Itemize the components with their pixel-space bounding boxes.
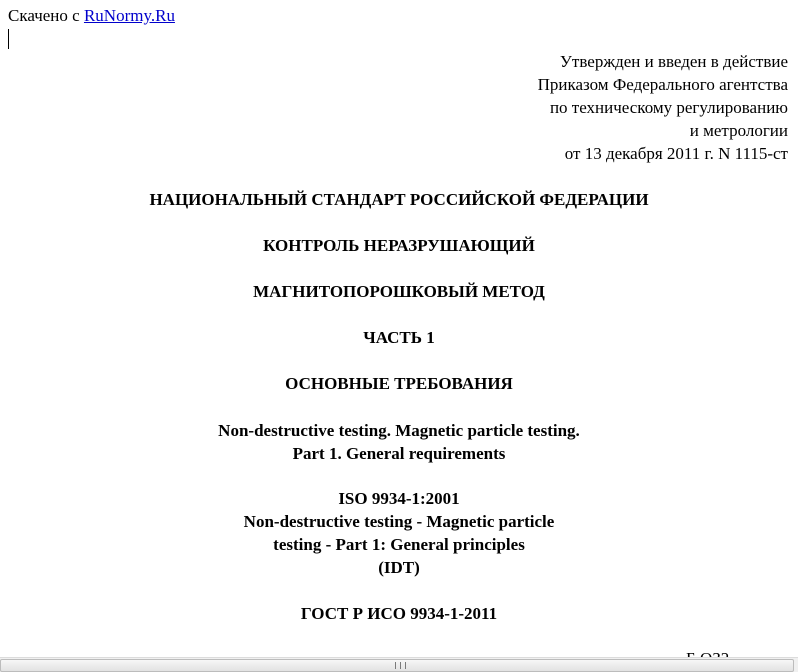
part-heading [0, 326, 798, 349]
approval-line: Приказом Федерального агентства [537, 75, 788, 94]
heading-text: ЧАСТЬ 1 [363, 328, 435, 347]
approval-line: Утвержден и введен в действие [559, 52, 788, 71]
approval-line: по техническому регулированию [549, 98, 788, 117]
gost-number [0, 602, 798, 625]
national-standard-heading [0, 188, 798, 211]
iso-line: ISO 9934-1:2001 [338, 489, 460, 508]
heading-text: НАЦИОНАЛЬНЫЙ СТАНДАРТ РОССИЙСКОЙ ФЕДЕРАЦИИ [149, 190, 649, 209]
requirements-heading [0, 372, 798, 395]
heading-text: КОНТРОЛЬ НЕРАЗРУШАЮЩИЙ [263, 236, 535, 255]
iso-line: Non-destructive testing - Magnetic particle [243, 512, 555, 531]
source-prefix: Скачено с [8, 6, 84, 25]
horizontal-scrollbar[interactable] [0, 657, 798, 672]
gost-number-text: ГОСТ Р ИСО 9934-1-2011 [300, 604, 498, 623]
heading-text: ОСНОВНЫЕ ТРЕБОВАНИЯ [285, 374, 513, 393]
english-title-line: Part 1. General requirements [292, 444, 506, 463]
text-cursor [8, 29, 9, 49]
scrollbar-thumb[interactable] [0, 659, 794, 672]
source-line [8, 6, 175, 26]
subject-heading [0, 234, 798, 257]
method-heading [0, 280, 798, 303]
heading-text: МАГНИТОПОРОШКОВЫЙ МЕТОД [253, 282, 545, 301]
iso-line: (IDT) [378, 558, 420, 577]
english-title [0, 419, 798, 465]
approval-line: от 13 декабря 2011 г. N 1115-ст [564, 144, 788, 163]
iso-line: testing - Part 1: General principles [273, 535, 525, 554]
runormy-link[interactable]: RuNormy.Ru [83, 6, 175, 25]
approval-block [538, 50, 788, 165]
english-title-line: Non-destructive testing. Magnetic particle testing. [218, 421, 580, 440]
iso-reference [0, 487, 798, 579]
grip-icon [395, 662, 406, 669]
approval-line: и метрологии [689, 121, 788, 140]
